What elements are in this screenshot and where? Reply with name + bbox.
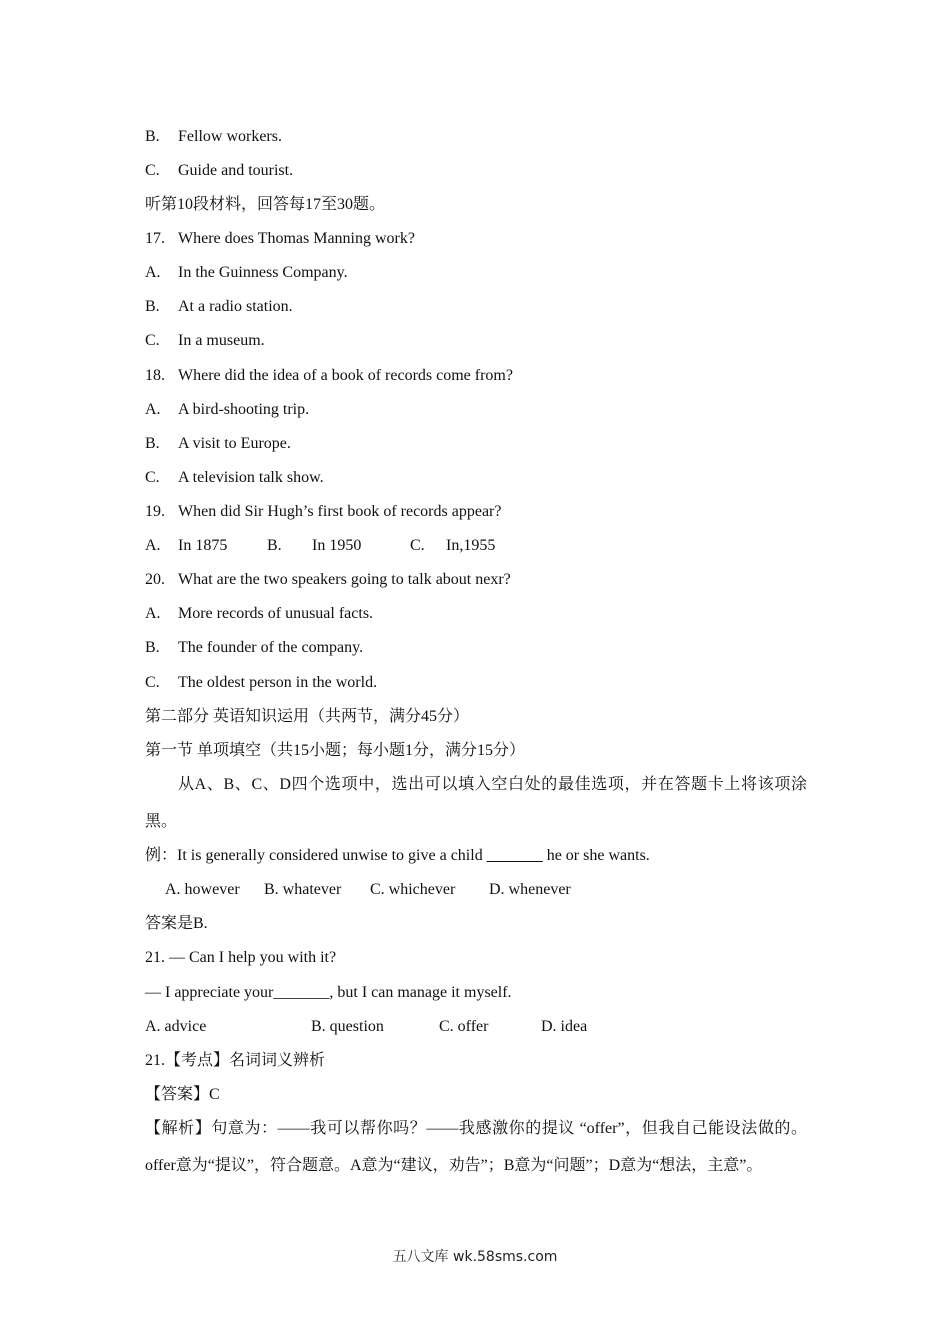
page-footer: 五八文库 wk.58sms.com	[392, 1249, 558, 1265]
q20-question: 20. What are the two speakers going to talk about nexr?	[145, 571, 511, 588]
q18-option-c: C. A television talk show.	[145, 469, 324, 486]
q20-option-a: A. More records of unusual facts.	[145, 605, 374, 622]
q21-answer: 【答案】C	[145, 1086, 220, 1103]
q17-option-b: B. At a radio station.	[145, 298, 293, 315]
q19-question: 19. When did Sir Hugh’s first book of records appear?	[145, 503, 502, 520]
q20-option-b: B. The founder of the company.	[145, 639, 364, 656]
q18-option-b: B. A visit to Europe.	[145, 435, 291, 452]
q21-analysis: 【解析】句意为：——我可以帮你吗？——我感激你的提议 “offer”，但我自己能设法做的。offer意为“提议”，符合题意。A意为“建议，劝告”；B意为“问题”；D意为“想法，主意”。	[145, 1120, 807, 1174]
q18-option-a: A. A bird-shooting trip.	[145, 401, 310, 418]
q20-option-c: C. The oldest person in the world.	[145, 674, 378, 691]
q21-line2: — I appreciate your_______, but I can manage it myself.	[145, 984, 512, 1001]
q21-line1: 21. — Can I help you with it?	[145, 949, 337, 966]
q17-option-a: A. In the Guinness Company.	[145, 264, 348, 281]
q17-option-c: C. In a museum.	[145, 332, 265, 349]
q19-options: A. In 1875 B. In 1950 C. In,1955	[145, 537, 496, 554]
q21-options: A. advice B. question C. offer D. idea	[145, 1018, 588, 1035]
section10-intro: 听第10段材料，回答每17至30题。	[145, 196, 386, 213]
q21-kaodian: 21.【考点】名词词义辨析	[145, 1052, 326, 1069]
example-sentence: 例：It is generally considered unwise to give a child _______ he or she wants.	[145, 847, 650, 864]
instructions-paragraph: 从A、B、C、D四个选项中，选出可以填入空白处的最佳选项，并在答题卡上将该项涂黑。	[145, 776, 807, 830]
q18-question: 18. Where did the idea of a book of records come from?	[145, 367, 513, 384]
part2-title: 第二部分 英语知识运用（共两节，满分45分）	[145, 708, 470, 725]
section1-title: 第一节 单项填空（共15小题；每小题1分，满分15分）	[145, 742, 526, 759]
example-blank: _______	[486, 847, 543, 864]
q16-option-c: C. Guide and tourist.	[145, 162, 294, 179]
q17-question: 17. Where does Thomas Manning work?	[145, 230, 415, 247]
example-answer: 答案是B.	[145, 915, 208, 932]
q16-option-b: B. Fellow workers.	[145, 128, 282, 145]
example-options: A. however B. whatever C. whichever D. whenever	[165, 881, 571, 898]
